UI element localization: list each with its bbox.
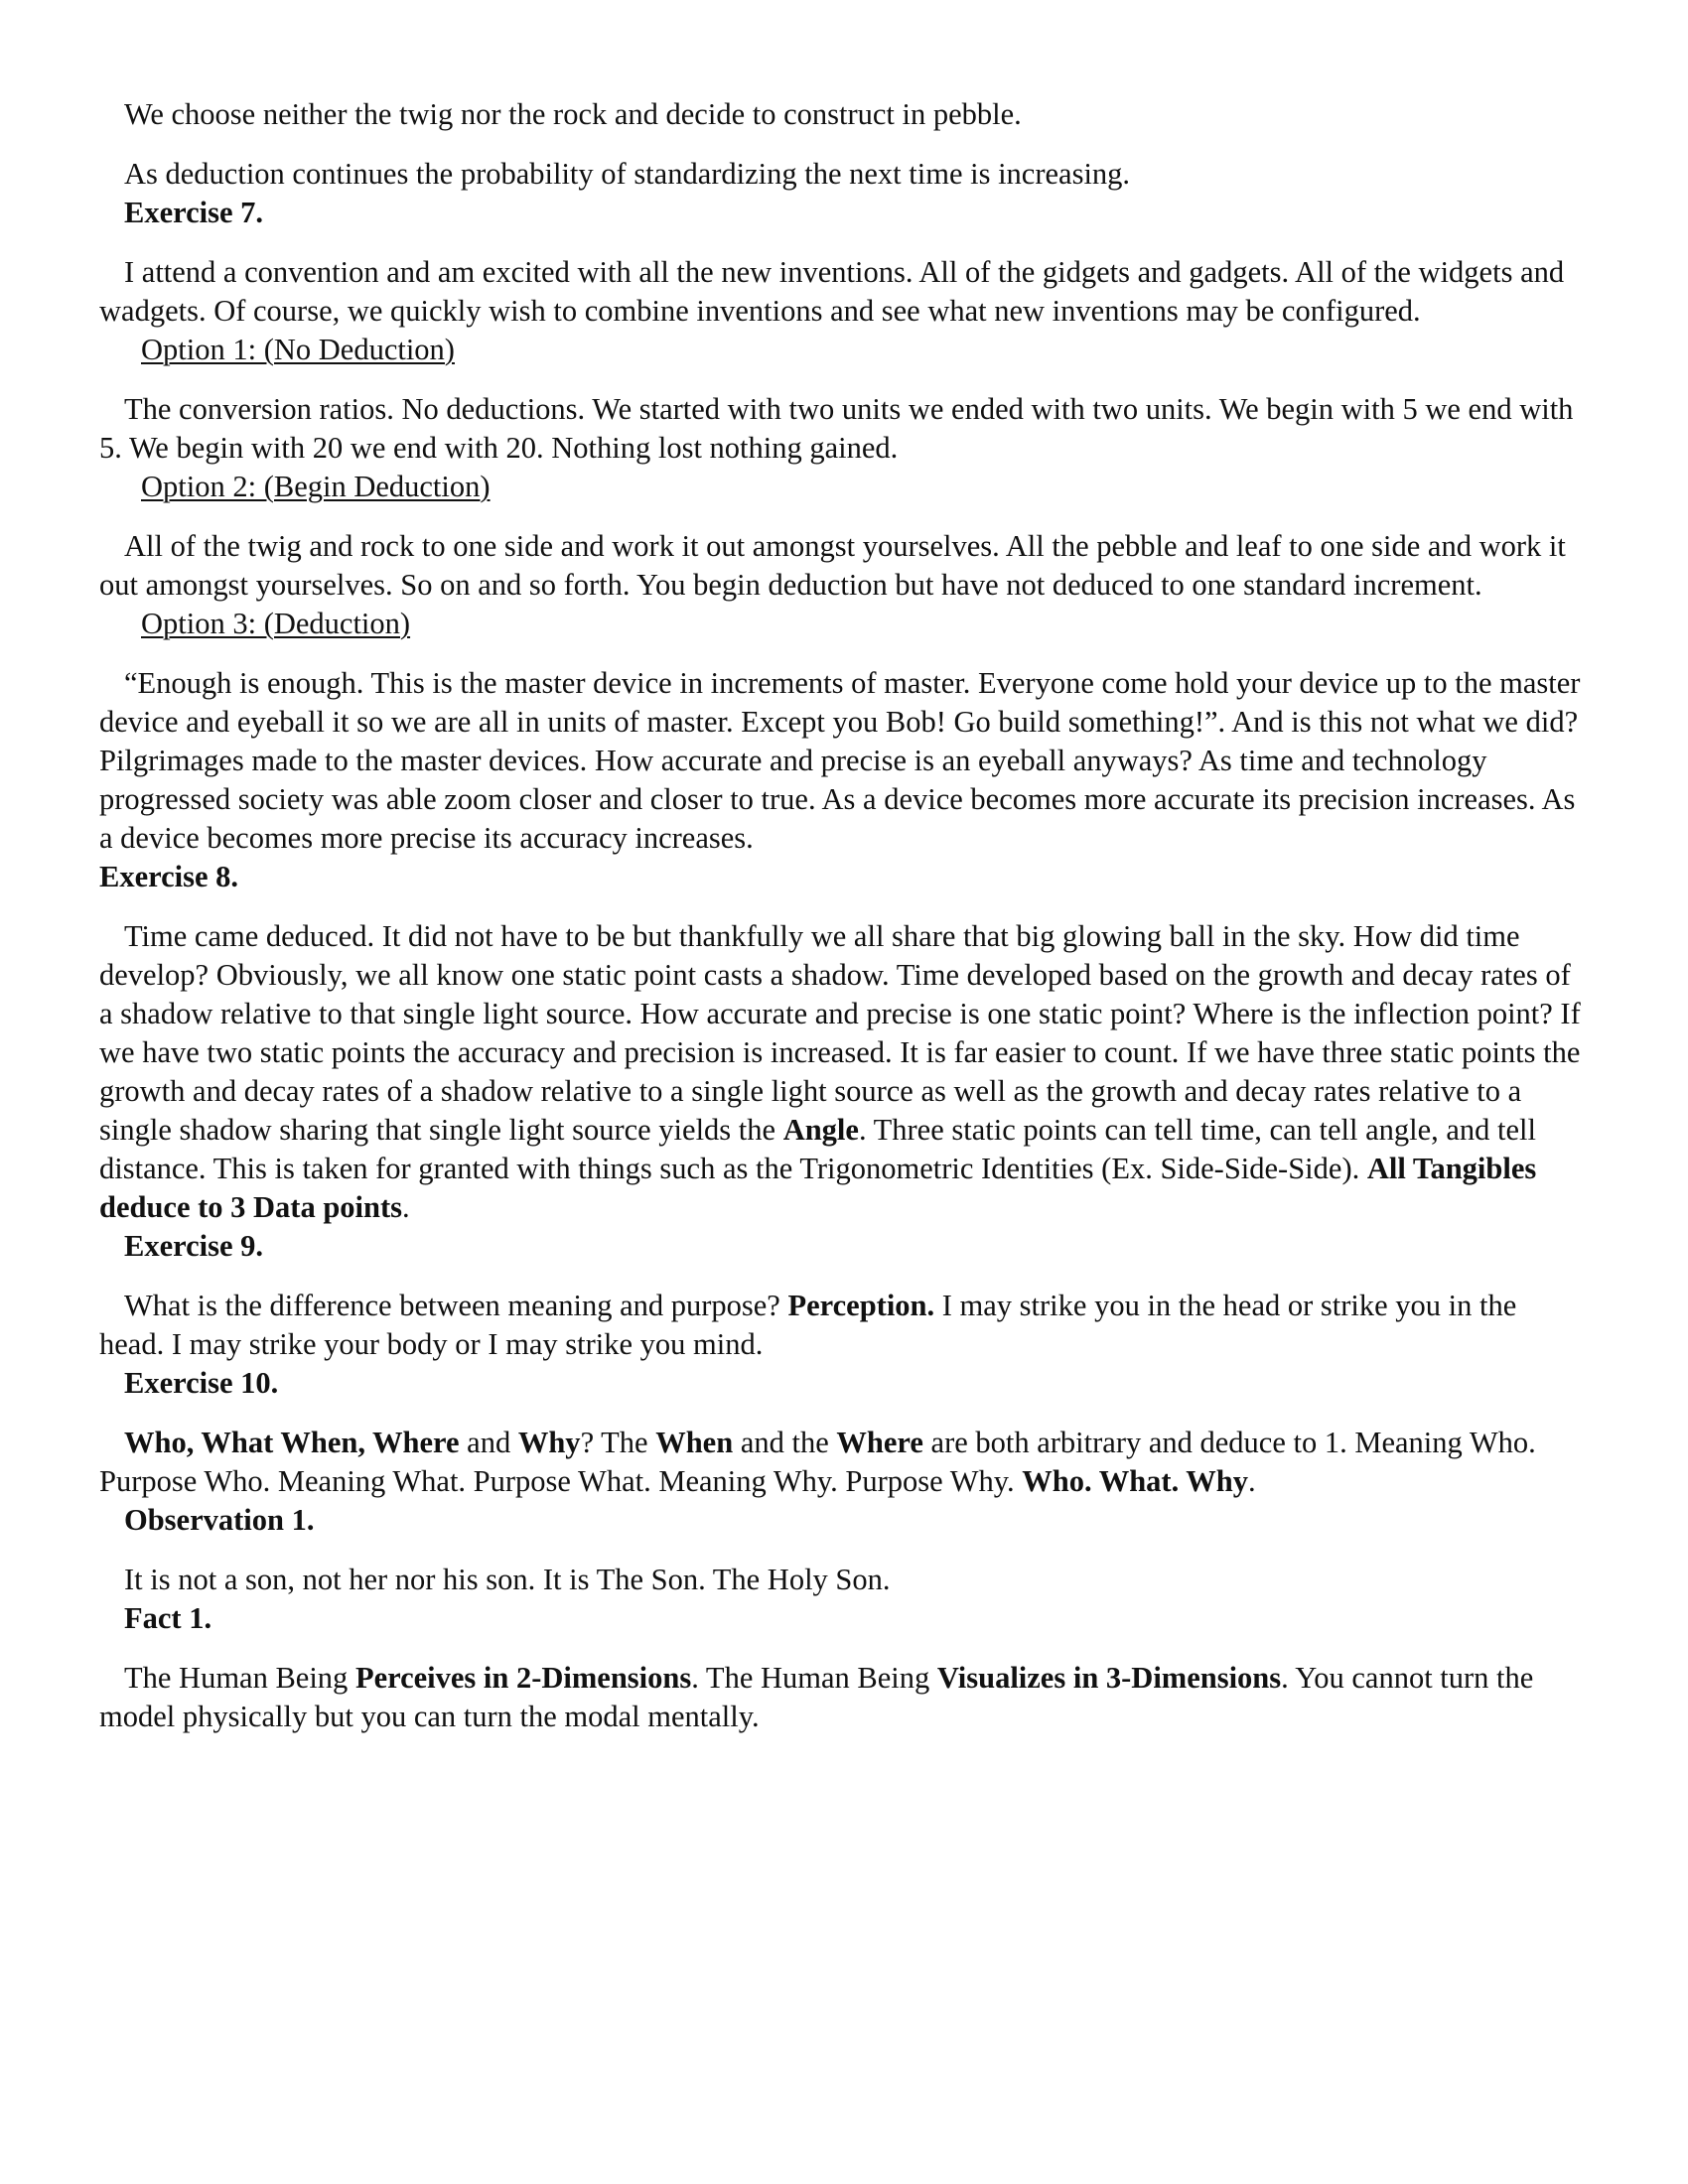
exercise-10-text-5: . — [1248, 1464, 1256, 1498]
exercise-10-text-3: and the — [733, 1426, 837, 1459]
fact-1-body — [99, 1659, 1589, 1736]
exercise-9-body — [99, 1287, 1589, 1364]
exercise-8-bold-angle: Angle — [782, 1113, 859, 1147]
fact-1-bold-visualizes: Visualizes in 3-Dimensions — [936, 1661, 1282, 1695]
fact-1-text-2: . The Human Being — [691, 1661, 937, 1695]
exercise-10-bold-when: When — [655, 1426, 734, 1459]
exercise-9-text-2: I may strike you in the head or strike you in the head. I may strike your body or I may strike you mind. — [99, 1289, 1517, 1361]
exercise-8-heading: Exercise 8. — [99, 860, 239, 893]
exercise-8-body — [99, 917, 1589, 1227]
exercise-10-bold-where: Where — [836, 1426, 923, 1459]
option-2-heading — [99, 468, 1589, 506]
fact-1-text-1: The Human Being — [124, 1661, 355, 1695]
observation-1-body: It is not a son, not her nor his son. It is The Son. The Holy Son. — [124, 1563, 891, 1596]
intro-paragraph-2: As deduction continues the probability of standardizing the next time is increasing. — [124, 157, 1131, 191]
fact-1-bold-perceives: Perceives in 2-Dimensions — [354, 1661, 692, 1695]
exercise-8-text-2: . Three static points can tell time, can tell angle, and tell distance. This is taken for granted with things such as the Trigonometric Identities (Ex. Side-Side-Side). — [99, 1113, 1537, 1185]
option-2-heading-text: Option 2: (Begin Deduction) — [141, 470, 491, 503]
fact-1-text-3: . You cannot turn the model physically but you can turn the modal mentally. — [99, 1661, 1534, 1733]
option-3-heading — [99, 605, 1589, 643]
exercise-10-text-1: and — [459, 1426, 518, 1459]
exercise-9-text-1: What is the difference between meaning and purpose? — [124, 1289, 788, 1322]
option-3-body: “Enough is enough. This is the master device in increments of master. Everyone come hold your device up to the master device and eyeball it so we are all in units of master. Except you Bob! Go build something!”. And is this not what we did? Pilgrimages made to the master devices. How accurate and precise is an eyeball anyways? As time and technology progressed society was able zoom closer and closer to true. As a device becomes more accurate its precision increases. As a device becomes more precise its accuracy increases. — [99, 666, 1581, 855]
exercise-10-text-2: ? The — [580, 1426, 656, 1459]
exercise-7-heading: Exercise 7. — [124, 196, 264, 229]
exercise-8-bold-tangibles: All Tangibles deduce to 3 Data points — [99, 1152, 1537, 1224]
observation-1-heading: Observation 1. — [124, 1503, 315, 1537]
exercise-10-heading: Exercise 10. — [124, 1366, 279, 1400]
exercise-9-bold-perception: Perception. — [787, 1289, 935, 1322]
exercise-9-heading: Exercise 9. — [124, 1229, 264, 1263]
fact-1-heading: Fact 1. — [124, 1601, 212, 1635]
option-1-heading-text: Option 1: (No Deduction) — [141, 333, 455, 366]
exercise-10-bold-final: Who. What. Why — [1022, 1464, 1248, 1498]
option-1-body: The conversion ratios. No deductions. We started with two units we ended with two units. We begin with 5 we end with 5. We begin with 20 we end with 20. Nothing lost nothing gained. — [99, 392, 1574, 465]
option-3-heading-text: Option 3: (Deduction) — [141, 607, 411, 640]
exercise-10-bold-why: Why — [517, 1426, 581, 1459]
option-2-body: All of the twig and rock to one side and work it out amongst yourselves. All the pebble and leaf to one side and work it out amongst yourselves. So on and so forth. You begin deduction but have not deduced to one standard increment. — [99, 529, 1566, 602]
exercise-10-body — [99, 1424, 1589, 1501]
exercise-8-text-1: Time came deduced. It did not have to be but thankfully we all share that big glowing ball in the sky. How did time develop? Obviously, we all know one static point casts a shadow. Time developed based on the growth and decay rates of a shadow relative to that single light source. How accurate and precise is one static point? Where is the inflection point? If we have two static points the accuracy and precision is increased. It is far easier to count. If we have three static points the growth and decay rates of a shadow relative to a single light source as well as the growth and decay rates relative to a single shadow sharing that single light source yields the — [99, 919, 1581, 1147]
exercise-8-text-3: . — [402, 1190, 410, 1224]
intro-paragraph-1: We choose neither the twig nor the rock and decide to construct in pebble. — [124, 97, 1022, 131]
option-1-heading — [99, 331, 1589, 369]
exercise-7-body: I attend a convention and am excited with all the new inventions. All of the gidgets and gadgets. All of the widgets and wadgets. Of course, we quickly wish to combine inventions and see what new inventions may be configured. — [99, 255, 1565, 328]
exercise-10-bold-1: Who, What When, Where — [124, 1426, 460, 1459]
document-page — [99, 95, 1589, 1736]
exercise-10-text-4: are both arbitrary and deduce to 1. Meaning Who. Purpose Who. Meaning What. Purpose What. Meaning Why. Purpose Why. — [99, 1426, 1536, 1498]
